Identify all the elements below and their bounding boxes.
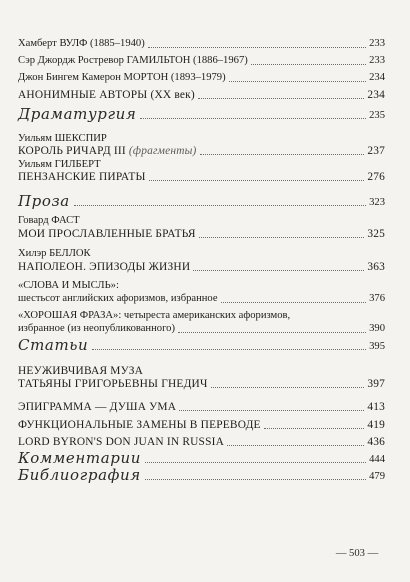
work-title: КОРОЛЬ РИЧАРД III [18,145,126,157]
section-title: Статьи [18,336,89,354]
article-title: ЭПИГРАММА — ДУША УМА [18,401,177,413]
work-title: НАПОЛЕОН. ЭПИЗОДЫ ЖИЗНИ [18,261,191,273]
dot-leader [178,332,366,333]
article-title: LORD BYRON'S DON JUAN IN RUSSIA [18,436,225,448]
toc-entry [18,171,385,183]
entry-page: 376 [369,293,385,304]
collection-subtitle: шестьсот английских афоризмов, избранное [18,293,218,304]
dot-leader [92,349,366,350]
section-title: Комментарии [18,449,141,467]
section-heading-articles [18,337,385,353]
toc-entry [18,401,385,413]
page-number: — 503 — [335,548,379,559]
dot-leader [140,118,366,119]
article-title-line2: ТАТЬЯНЫ ГРИГОРЬЕВНЫ ГНЕДИЧ [18,378,208,390]
author-name: Уильям ГИЛБЕРТ [18,159,101,170]
entry-page: 276 [367,171,385,183]
section-title: Библиография [18,466,141,484]
entry-page: 363 [367,261,385,273]
entry-page: 419 [367,419,385,431]
dot-leader [149,180,365,181]
dot-leader [179,410,364,411]
article-title: ФУНКЦИОНАЛЬНЫЕ ЗАМЕНЫ В ПЕРЕВОДЕ [18,419,261,431]
dot-leader [251,64,366,65]
dot-leader [229,81,366,82]
section-page: 444 [369,454,385,465]
toc-entry [18,55,385,67]
author-name: Говард ФАСТ [18,215,80,226]
dot-leader [145,479,366,480]
collection-subtitle: избранное (из неопубликованного) [18,323,175,334]
work-note: (фрагменты) [128,145,197,157]
author-name: Хилэр БЕЛЛОК [18,248,91,259]
section-page: 235 [369,110,385,121]
dot-leader [264,428,365,429]
article-title-line1: НЕУЖИВЧИВАЯ МУЗА [18,365,144,377]
collection-title: «СЛОВА И МЫСЛЬ»: [18,280,119,291]
entry-page: 390 [369,323,385,334]
dot-leader [198,98,364,99]
toc-entry [18,89,385,101]
dot-leader [148,47,366,48]
entry-page: 325 [367,228,385,240]
entry-page: 413 [367,401,385,413]
work-title: ПЕНЗАНСКИЕ ПИРАТЫ [18,171,146,183]
dot-leader [145,462,366,463]
entry-title: АНОНИМНЫЕ АВТОРЫ (XX век) [18,89,195,101]
entry-title: Хамберт ВУЛФ (1885–1940) [18,38,145,49]
entry-title: Джон Бингем Камерон МОРТОН (1893–1979) [18,72,226,83]
toc-entry [18,419,385,431]
dot-leader [74,205,366,206]
section-heading-drama [18,106,385,122]
section-heading-prose [18,193,385,209]
toc-entry [18,378,385,390]
collection-title: «ХОРОШАЯ ФРАЗА»: четыреста американских афоризмов, [18,310,291,321]
dot-leader [199,237,365,238]
entry-page: 436 [367,436,385,448]
dot-leader [221,302,367,303]
toc-entry [18,293,385,305]
dot-leader [211,387,365,388]
section-page: 323 [369,197,385,208]
toc-entry [18,323,385,335]
entry-page: 234 [369,72,385,83]
section-heading-bibliography [18,467,385,483]
toc-entry [18,145,385,157]
section-title: Драматургия [18,105,137,123]
entry-page: 233 [369,55,385,66]
entry-page: 233 [369,38,385,49]
section-heading-comments [18,450,385,466]
entry-page: 234 [367,89,385,101]
dot-leader [200,154,365,155]
entry-page: 397 [367,378,385,390]
toc-entry [18,261,385,273]
dot-leader [227,445,364,446]
section-page: 479 [369,471,385,482]
toc-entry [18,38,385,50]
entry-page: 237 [367,145,385,157]
toc-entry [18,436,385,448]
work-title: МОИ ПРОСЛАВЛЕННЫЕ БРАТЬЯ [18,228,196,240]
toc-entry [18,228,385,240]
section-title: Проза [18,192,70,210]
dot-leader [193,270,364,271]
author-name: Уильям ШЕКСПИР [18,133,107,144]
entry-title: Сэр Джордж Ростревор ГАМИЛЬТОН (1886–1967) [18,55,248,66]
toc-entry [18,72,385,84]
section-page: 395 [369,341,385,352]
